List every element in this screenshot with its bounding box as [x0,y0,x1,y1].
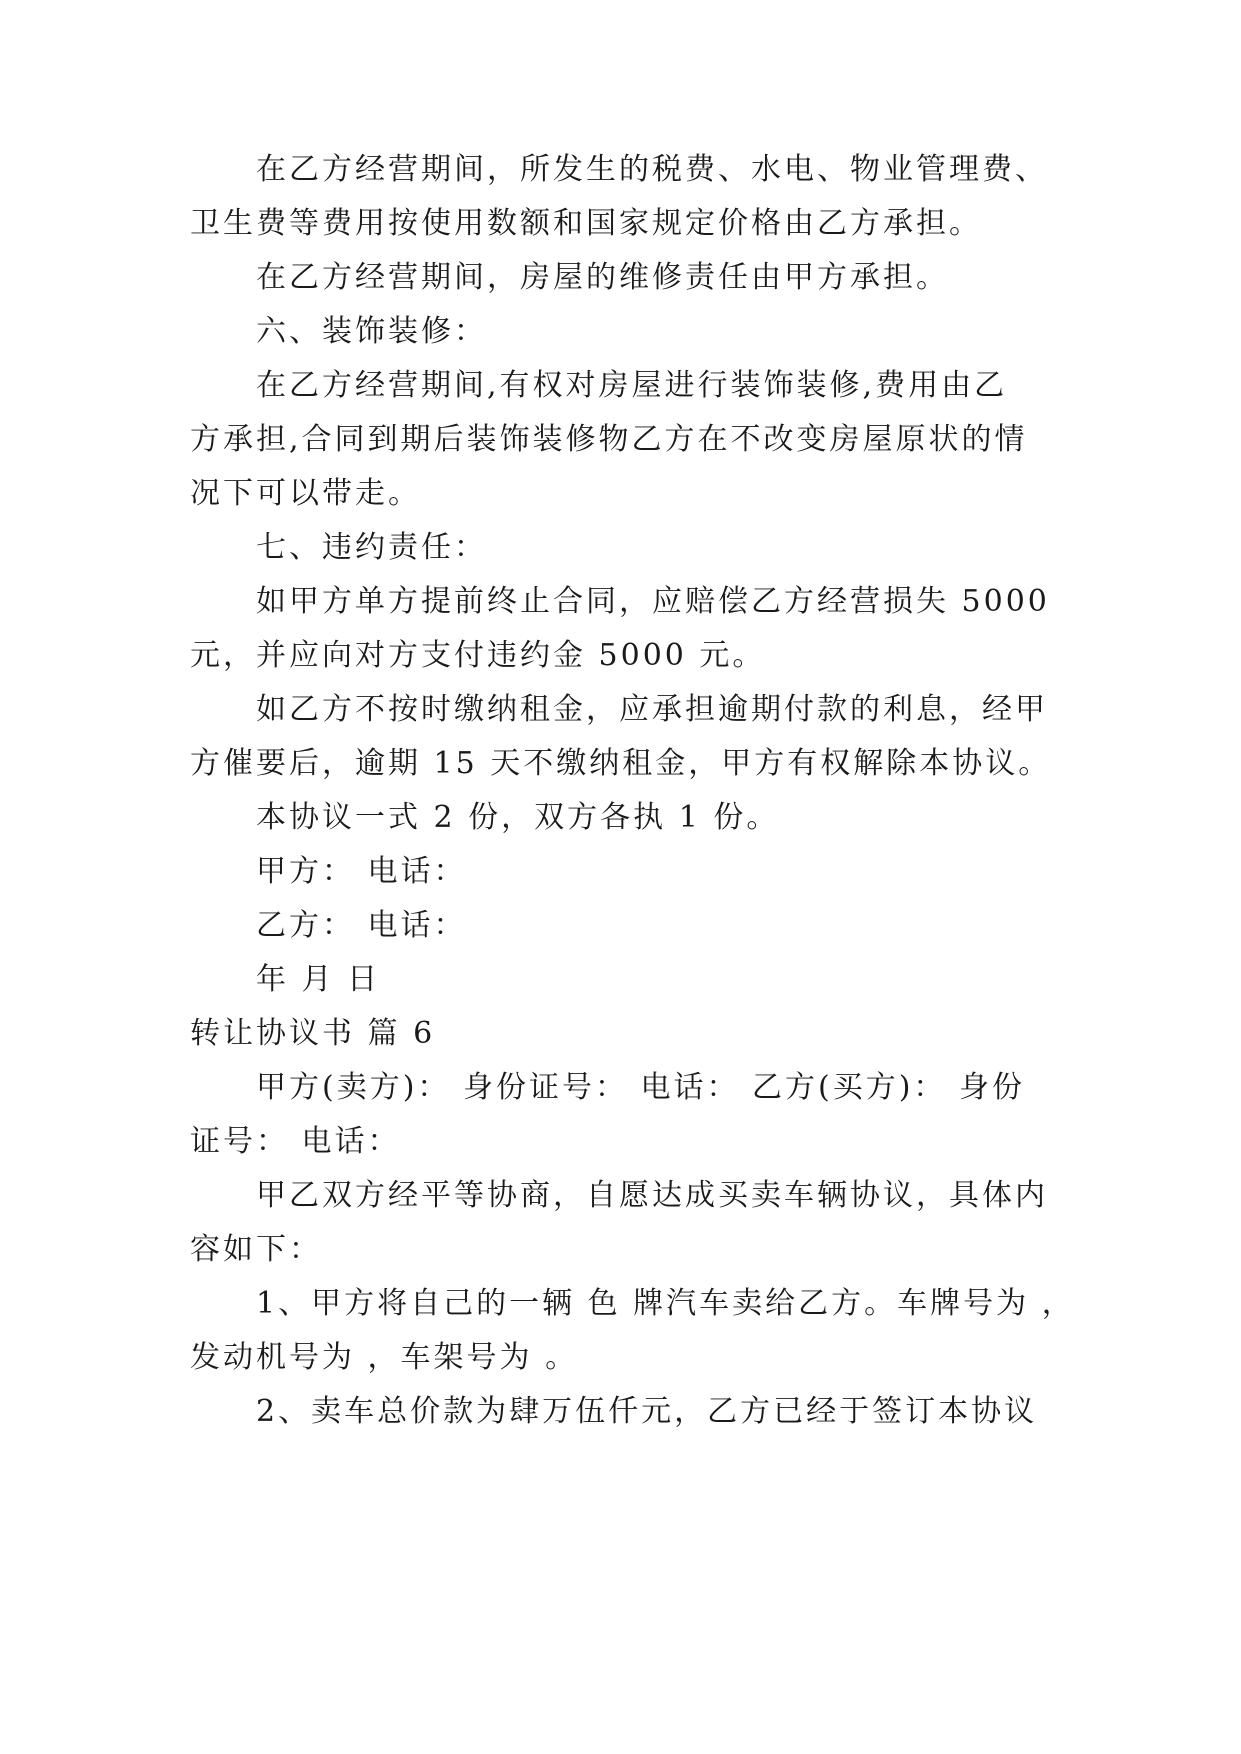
paragraph-line: 元，并应向对方支付违约金 5000 元。 [190,638,766,673]
paragraph-line: 容如下： [190,1232,322,1267]
paragraph-line: 1、甲方将自己的一辆 色 牌汽车卖给乙方。车牌号为 ， [256,1286,1075,1321]
section-heading: 七、违约责任： [256,530,487,565]
paragraph-line: 卫生费等费用按使用数额和国家规定价格由乙方承担。 [190,206,982,241]
section-heading: 六、装饰装修： [256,314,487,349]
signature-line: 甲方： 电话： [256,854,467,889]
paragraph-line: 方催要后，逾期 15 天不缴纳租金，甲方有权解除本协议。 [190,746,1052,781]
paragraph-line: 况下可以带走。 [190,476,421,511]
paragraph-line: 如乙方不按时缴纳租金，应承担逾期付款的利息，经甲 [256,692,1048,727]
paragraph-line: 在乙方经营期间，所发生的税费、水电、物业管理费、 [256,152,1048,187]
paragraph-line: 方承担,合同到期后装饰装修物乙方在不改变房屋原状的情 [190,422,1028,457]
paragraph-line: 证号： 电话： [190,1124,401,1159]
paragraph-line: 2、卖车总价款为肆万伍仟元，乙方已经于签订本协议 [256,1394,1038,1429]
paragraph-line: 在乙方经营期间,有权对房屋进行装饰装修,费用由乙 [256,368,1008,403]
date-line: 年 月 日 [256,962,381,997]
paragraph-line: 发动机号为 ，车架号为 。 [190,1340,579,1375]
paragraph-line: 在乙方经营期间，房屋的维修责任由甲方承担。 [256,260,949,295]
paragraph-line: 甲方(卖方)： 身份证号： 电话： 乙方(买方)： 身份 [256,1070,1025,1105]
paragraph-line: 本协议一式 2 份，双方各执 1 份。 [256,800,780,835]
signature-line: 乙方： 电话： [256,908,467,943]
paragraph-line: 如甲方单方提前终止合同，应赔偿乙方经营损失 5000 [256,584,1050,619]
article-title: 转让协议书 篇 6 [190,1016,436,1051]
paragraph-line: 甲乙双方经平等协商，自愿达成买卖车辆协议，具体内 [256,1178,1048,1213]
